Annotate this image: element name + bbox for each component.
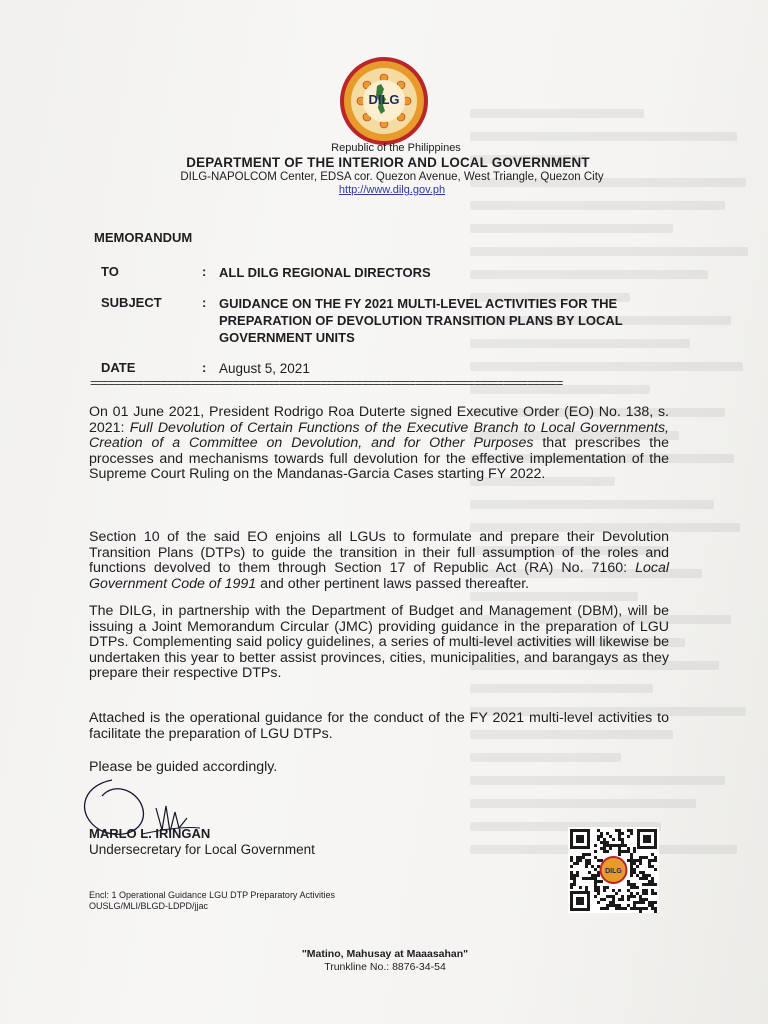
date-colon: : (202, 360, 207, 375)
qr-code[interactable] (568, 827, 659, 913)
to-colon: : (202, 264, 207, 279)
closing-line: Please be guided accordingly. (89, 759, 278, 775)
motto: "Matino, Mahusay at Maaasahan" (301, 948, 469, 960)
department-name: DEPARTMENT OF THE INTERIOR AND LOCAL GOVERNMENT (186, 155, 590, 170)
paragraph-2: Section 10 of the said EO enjoins all LGUs to formulate and prepare their Devolution Transition Plans (DTPs) to guide the transition in their full assumption of the roles and functions devolved to them through Section 17 of Republic Act (RA) No. 7160: Local Government Code of 1991 and other pertinent laws passed thereafter. (89, 529, 669, 592)
to-value: ALL DILG REGIONAL DIRECTORS (219, 265, 431, 280)
svg-text:DILG: DILG (605, 868, 622, 875)
paragraph-1: On 01 June 2021, President Rodrigo Roa Duterte signed Executive Order (EO) No. 138, s. 2021: Full Devolution of Certain Functions of the Executive Branch to Local Governments, Creation of a Committee on Devolution, and for Other Purposes that prescribes the processes and mechanisms towards full devolution for the effective implementation of the Supreme Court Ruling on the Mandanas-Garcia Cases starting FY 2022. (89, 404, 670, 483)
paragraph-3: The DILG, in partnership with the Department of Budget and Management (DBM), will be issuing a Joint Memorandum Circular (JMC) providing guidance in the preparation of LGU DTPs. Complementing said policy guidelines, a series of multi-level activities will likewise be undertaken this year to better assist provinces, cities, municipalities, and barangays as they prepare their respective DTPs. (89, 603, 669, 682)
republic-line: Republic of the Philippines (331, 142, 461, 154)
paragraph-4: Attached is the operational guidance for the conduct of the FY 2021 multi-level activities to facilitate the preparation of LGU DTPs. (89, 710, 669, 742)
website-link[interactable]: http://www.dilg.gov.ph (338, 184, 446, 196)
date-label: DATE (101, 360, 136, 375)
enclosure-line: Encl: 1 Operational Guidance LGU DTP Preparatory Activities (89, 890, 335, 900)
subject-value: GUIDANCE ON THE FY 2021 MULTI-LEVEL ACTIVITIES FOR THE PREPARATION OF DEVOLUTION TRANSITION PLANS BY LOCAL GOVERNMENT UNITS (219, 296, 623, 345)
svg-text:DILG: DILG (368, 92, 400, 107)
subject-label: SUBJECT (101, 295, 162, 310)
subject-colon: : (202, 295, 207, 310)
to-label: TO (101, 264, 119, 279)
enclosure-note (89, 890, 335, 912)
bleed-through-text (470, 95, 760, 915)
signer-title: Undersecretary for Local Government (89, 842, 315, 857)
reference-code: OUSLG/MLI/BLGD-LDPD/jjac (89, 901, 209, 911)
separator-line: ================================================================================ (90, 377, 563, 391)
dilg-seal-logo (339, 56, 429, 146)
trunkline: Trunkline No.: 8876-34-54 (324, 961, 446, 973)
signer-name: MARLO L. IRINGAN (89, 826, 211, 841)
date-value: August 5, 2021 (219, 361, 310, 376)
address-line: DILG-NAPOLCOM Center, EDSA cor. Quezon Avenue, West Triangle, Quezon City (180, 171, 604, 183)
memo-heading: MEMORANDUM (94, 230, 193, 245)
